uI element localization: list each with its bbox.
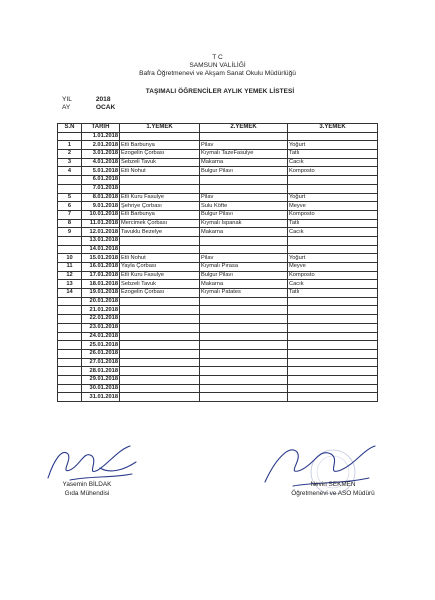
row-meal-2: Pilav (200, 193, 288, 202)
row-date: 4.01.2018 (82, 158, 120, 167)
header-governorship: SAMSUN VALİLİĞİ (189, 62, 246, 69)
row-sn: 7 (58, 210, 82, 219)
row-meal-3 (288, 332, 378, 341)
row-meal-3: Cacık (288, 158, 378, 167)
table-row (58, 202, 378, 211)
row-date: 10.01.2018 (82, 210, 120, 219)
row-date: 12.01.2018 (82, 228, 120, 237)
row-sn (58, 236, 82, 245)
table-header-row (58, 124, 378, 133)
row-meal-3 (288, 358, 378, 367)
table-row (58, 367, 378, 376)
row-date: 28.01.2018 (82, 367, 120, 376)
col-header-sn: S.N (58, 124, 82, 133)
row-meal-1 (120, 306, 200, 315)
row-meal-2: Makarna (200, 158, 288, 167)
row-date: 9.01.2018 (82, 202, 120, 211)
table-row (58, 349, 378, 358)
table-row (58, 393, 378, 402)
row-meal-3 (288, 315, 378, 324)
row-meal-2 (200, 297, 288, 306)
year-value: 2018 (95, 96, 111, 103)
row-meal-1 (120, 341, 200, 350)
row-date: 5.01.2018 (82, 167, 120, 176)
row-meal-1: Mercimek Çorbası (120, 219, 200, 228)
table-row (58, 132, 378, 141)
row-meal-1 (120, 358, 200, 367)
row-meal-3 (288, 384, 378, 393)
row-meal-1: Etli Kuru Fasulye (120, 193, 200, 202)
row-meal-2 (200, 184, 288, 193)
row-meal-3 (288, 184, 378, 193)
row-meal-1 (120, 236, 200, 245)
row-meal-1 (120, 323, 200, 332)
table-row (58, 358, 378, 367)
row-sn (58, 297, 82, 306)
table-row (58, 158, 378, 167)
row-sn: 9 (58, 228, 82, 237)
row-meal-3 (288, 245, 378, 254)
row-meal-1 (120, 384, 200, 393)
row-date: 26.01.2018 (82, 349, 120, 358)
signature-right-name: Nevin SEKMEN (310, 481, 356, 488)
row-meal-1: Etli Nohut (120, 167, 200, 176)
table-row (58, 254, 378, 263)
row-date: 23.01.2018 (82, 323, 120, 332)
row-meal-1 (120, 132, 200, 141)
row-meal-2: Makarna (200, 280, 288, 289)
row-meal-3: Tatlı (288, 289, 378, 298)
row-meal-2: Pilav (200, 254, 288, 263)
row-meal-2 (200, 176, 288, 185)
row-sn: 1 (58, 141, 82, 150)
row-meal-3: Cacık (288, 228, 378, 237)
row-meal-2 (200, 349, 288, 358)
table-row (58, 297, 378, 306)
row-date: 16.01.2018 (82, 263, 120, 272)
row-date: 20.01.2018 (82, 297, 120, 306)
row-meal-3: Yoğurt (288, 141, 378, 150)
row-date: 11.01.2018 (82, 219, 120, 228)
row-meal-1 (120, 315, 200, 324)
row-meal-3 (288, 349, 378, 358)
row-sn: 6 (58, 202, 82, 211)
row-sn (58, 184, 82, 193)
row-sn: 10 (58, 254, 82, 263)
table-row (58, 332, 378, 341)
row-meal-1: Etli Barbunya (120, 141, 200, 150)
table-row (58, 306, 378, 315)
row-meal-3 (288, 341, 378, 350)
row-date: 30.01.2018 (82, 384, 120, 393)
table-row (58, 315, 378, 324)
year-row (62, 96, 111, 103)
row-meal-3 (288, 306, 378, 315)
row-sn: 5 (58, 193, 82, 202)
row-meal-2 (200, 375, 288, 384)
row-meal-1: Ezogelin Çorbası (120, 150, 200, 159)
row-meal-3 (288, 236, 378, 245)
table-row (58, 263, 378, 272)
row-sn: 13 (58, 280, 82, 289)
row-meal-2: Pilav (200, 141, 288, 150)
row-meal-1 (120, 176, 200, 185)
table-row (58, 167, 378, 176)
row-date: 18.01.2018 (82, 280, 120, 289)
row-date: 3.01.2018 (82, 150, 120, 159)
row-sn (58, 306, 82, 315)
row-meal-2 (200, 384, 288, 393)
row-meal-1: Etli Kuru Fasulye (120, 271, 200, 280)
row-sn (58, 367, 82, 376)
row-meal-3 (288, 176, 378, 185)
table-row (58, 210, 378, 219)
row-sn (58, 393, 82, 402)
table-row (58, 341, 378, 350)
row-meal-3: Komposto (288, 167, 378, 176)
table-row (58, 323, 378, 332)
row-meal-1 (120, 332, 200, 341)
table-row (58, 236, 378, 245)
row-sn (58, 315, 82, 324)
row-meal-2 (200, 341, 288, 350)
row-meal-1 (120, 375, 200, 384)
row-sn: 11 (58, 263, 82, 272)
row-meal-1 (120, 245, 200, 254)
row-meal-2 (200, 332, 288, 341)
row-meal-1: Yayla Çorbası (120, 263, 200, 272)
signature-right (258, 481, 408, 498)
row-meal-2 (200, 323, 288, 332)
row-sn (58, 341, 82, 350)
row-sn (58, 176, 82, 185)
row-meal-3 (288, 367, 378, 376)
col-header-meal-3: 3.YEMEK (288, 124, 378, 133)
signature-left-name: Yasemin BİLDAK (62, 481, 112, 488)
row-meal-3: Tatlı (288, 150, 378, 159)
row-sn (58, 358, 82, 367)
table-row (58, 245, 378, 254)
row-sn (58, 132, 82, 141)
row-meal-3: Komposto (288, 210, 378, 219)
row-sn (58, 323, 82, 332)
table-row (58, 375, 378, 384)
row-meal-2: Kıymalı Ispanak (200, 219, 288, 228)
table-row (58, 271, 378, 280)
row-date: 29.01.2018 (82, 375, 120, 384)
row-meal-3: Meyve (288, 202, 378, 211)
table-row (58, 289, 378, 298)
table-row (58, 280, 378, 289)
row-meal-1: Etli Barbunya (120, 210, 200, 219)
row-date: 6.01.2018 (82, 176, 120, 185)
row-meal-2 (200, 393, 288, 402)
row-meal-1 (120, 393, 200, 402)
signature-left-title: Gıda Mühendisi (64, 489, 110, 497)
row-meal-3 (288, 393, 378, 402)
row-date: 14.01.2018 (82, 245, 120, 254)
row-sn: 14 (58, 289, 82, 298)
row-date: 8.01.2018 (82, 193, 120, 202)
table-row (58, 184, 378, 193)
row-meal-1: Sebzeli Tavuk (120, 158, 200, 167)
row-meal-2 (200, 245, 288, 254)
row-date: 13.01.2018 (82, 236, 120, 245)
table-row (58, 141, 378, 150)
row-date: 2.01.2018 (82, 141, 120, 150)
row-meal-3 (288, 323, 378, 332)
row-meal-2 (200, 358, 288, 367)
row-meal-2: Kıymalı Pırasa (200, 263, 288, 272)
row-sn: 2 (58, 150, 82, 159)
row-meal-2: Sulu Köfte (200, 202, 288, 211)
row-date: 7.01.2018 (82, 184, 120, 193)
row-meal-3: Komposto (288, 271, 378, 280)
table-row (58, 228, 378, 237)
row-meal-2 (200, 236, 288, 245)
col-header-date: TARİH (82, 124, 120, 133)
row-meal-1: Sebzeli Tavuk (120, 280, 200, 289)
row-sn (58, 349, 82, 358)
row-sn: 8 (58, 219, 82, 228)
row-sn: 3 (58, 158, 82, 167)
row-meal-2 (200, 315, 288, 324)
row-sn: 12 (58, 271, 82, 280)
row-date: 1.01.2018 (82, 132, 120, 141)
row-meal-3: Tatlı (288, 219, 378, 228)
month-row (62, 104, 115, 111)
table-row (58, 219, 378, 228)
header-institution: Bafra Öğretmenevi ve Akşam Sanat Okulu Müdürlüğü (139, 70, 296, 77)
month-value: OCAK (95, 104, 116, 111)
row-meal-1: Tavuklu Bezelye (120, 228, 200, 237)
row-meal-2 (200, 367, 288, 376)
row-meal-1 (120, 349, 200, 358)
row-meal-3 (288, 375, 378, 384)
table-row (58, 176, 378, 185)
row-meal-3: Cacık (288, 280, 378, 289)
row-date: 17.01.2018 (82, 271, 120, 280)
row-meal-1: Şehriye Çorbası (120, 202, 200, 211)
row-sn (58, 332, 82, 341)
row-meal-2: Bulgur Pilavı (200, 210, 288, 219)
row-sn (58, 245, 82, 254)
row-meal-3 (288, 132, 378, 141)
signature-left (32, 481, 142, 498)
year-label: YIL (62, 96, 72, 103)
row-meal-3: Yoğurt (288, 193, 378, 202)
row-meal-3: Meyve (288, 263, 378, 272)
table-row (58, 150, 378, 159)
row-meal-2: Makarna (200, 228, 288, 237)
row-meal-1 (120, 297, 200, 306)
row-sn: 4 (58, 167, 82, 176)
header-line-1: T C (212, 54, 223, 61)
row-meal-2 (200, 132, 288, 141)
row-date: 27.01.2018 (82, 358, 120, 367)
row-meal-2: Bulgur Pilavı (200, 271, 288, 280)
row-date: 24.01.2018 (82, 332, 120, 341)
signature-right-title: Öğretmenevi ve ASO Müdürü (291, 489, 375, 497)
row-meal-1: Etli Nohut (120, 254, 200, 263)
meal-table (57, 123, 378, 402)
row-date: 22.01.2018 (82, 315, 120, 324)
row-meal-1 (120, 184, 200, 193)
row-meal-2: Kıymalı TazeFasulye (200, 150, 288, 159)
table-row (58, 193, 378, 202)
row-meal-3: Yoğurt (288, 254, 378, 263)
row-date: 19.01.2018 (82, 289, 120, 298)
row-meal-2: Kıymalı Patates (200, 289, 288, 298)
month-label: AY (62, 104, 71, 111)
row-date: 31.01.2018 (82, 393, 120, 402)
col-header-meal-1: 1.YEMEK (120, 124, 200, 133)
row-meal-3 (288, 297, 378, 306)
row-sn (58, 375, 82, 384)
row-date: 25.01.2018 (82, 341, 120, 350)
table-body (58, 132, 378, 401)
row-meal-1: Ezogelin Çorbası (120, 289, 200, 298)
row-meal-2 (200, 306, 288, 315)
col-header-meal-2: 2.YEMEK (200, 124, 288, 133)
document-title: TAŞIMALI ÖĞRENCİLER AYLIK YEMEK LİSTESİ (145, 88, 295, 95)
row-meal-2: Bulgur Pilavı (200, 167, 288, 176)
row-sn (58, 384, 82, 393)
row-date: 21.01.2018 (82, 306, 120, 315)
row-meal-1 (120, 367, 200, 376)
row-date: 15.01.2018 (82, 254, 120, 263)
table-row (58, 384, 378, 393)
